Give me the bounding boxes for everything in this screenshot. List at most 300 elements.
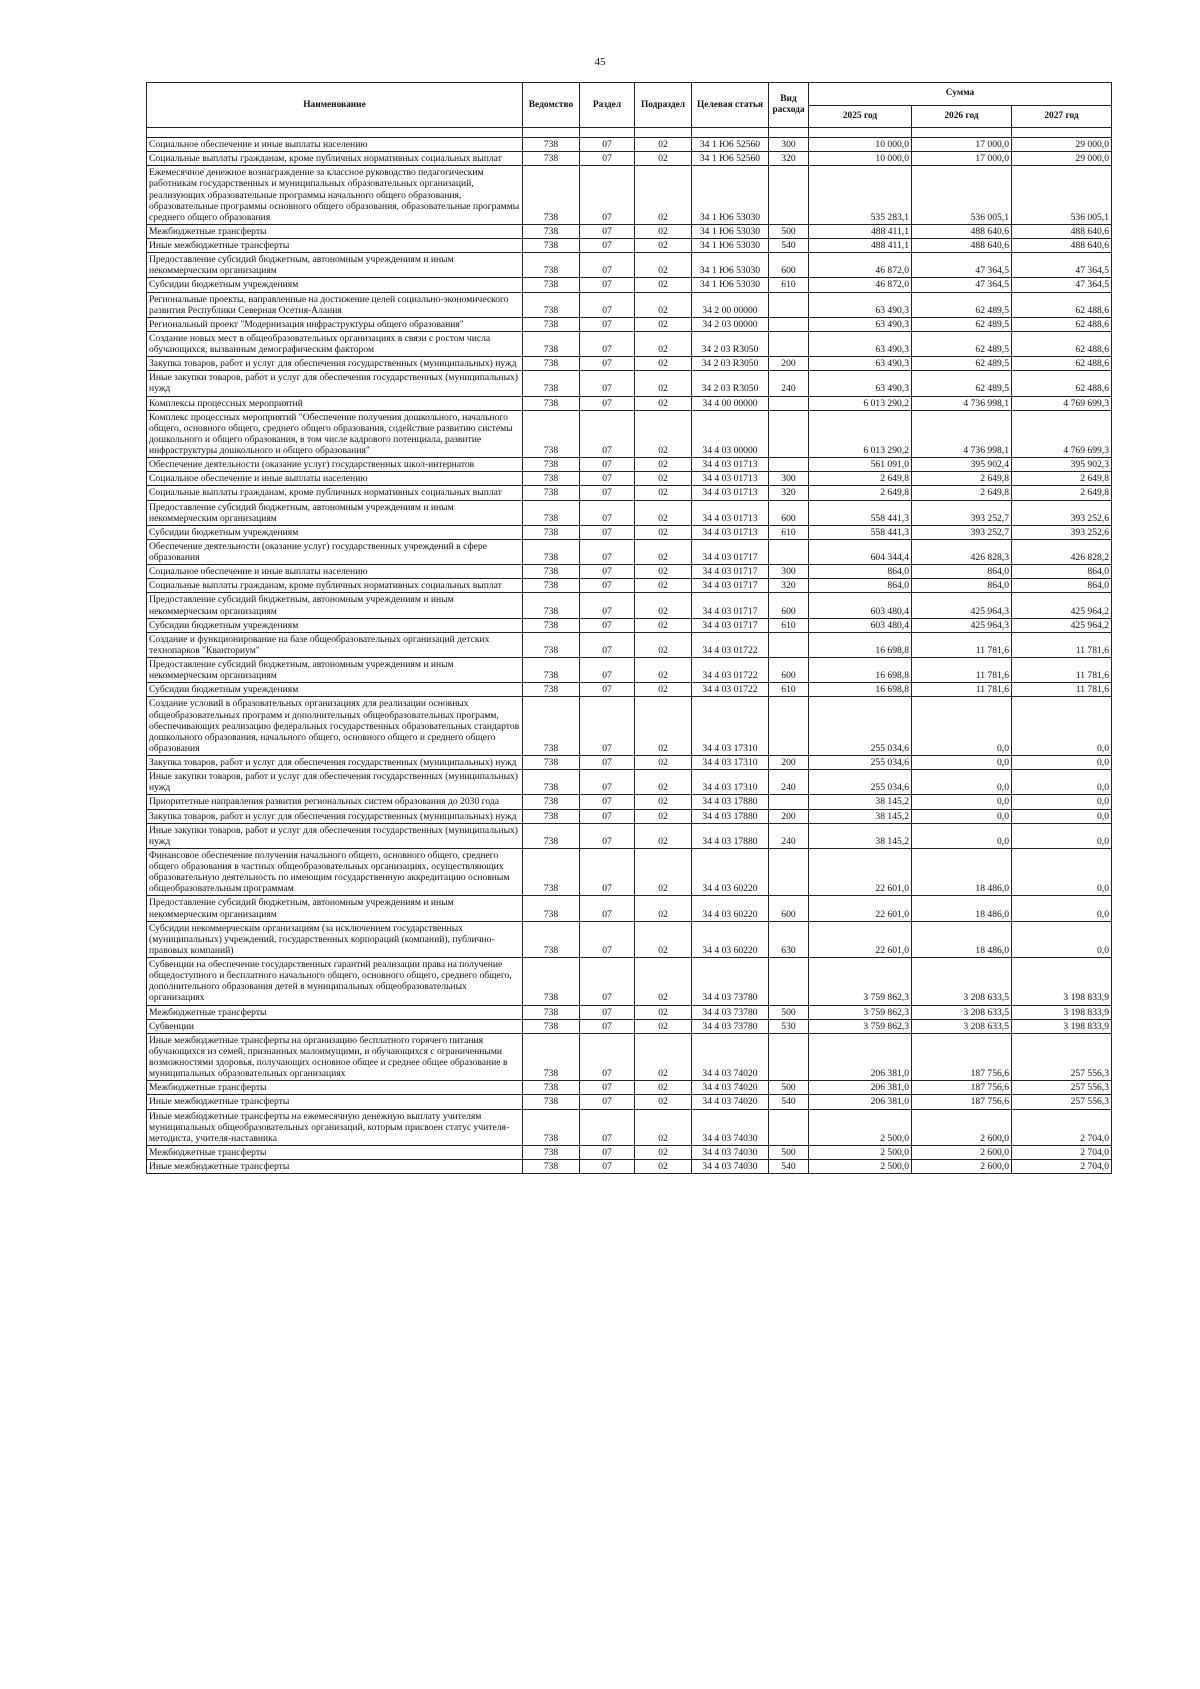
cell-subsection: 02 — [635, 371, 692, 396]
table-row — [147, 1160, 1112, 1174]
cell-name: Региональный проект "Модернизация инфраструктуры общего образования" — [147, 317, 523, 331]
cell-department: 738 — [523, 809, 580, 823]
cell-sum-2027: 393 252,6 — [1012, 525, 1112, 539]
cell-expense-type — [769, 166, 809, 225]
cell-sum-2026: 62 489,5 — [912, 317, 1012, 331]
cell-sum-2027: 864,0 — [1012, 565, 1112, 579]
cell-name: Предоставление субсидий бюджетным, автономным учреждениям и иным некоммерческим организациям — [147, 896, 523, 921]
cell-subsection: 02 — [635, 579, 692, 593]
cell-expense-type: 530 — [769, 1019, 809, 1033]
cell-sum-2027: 3 198 833,9 — [1012, 1005, 1112, 1019]
cell-name: Предоставление субсидий бюджетным, автономным учреждениям и иным некоммерческим организациям — [147, 658, 523, 683]
table-row — [147, 658, 1112, 683]
cell-section: 07 — [580, 1109, 635, 1145]
cell-department: 738 — [523, 848, 580, 896]
cell-department: 738 — [523, 1033, 580, 1081]
cell-sum-2025: 22 601,0 — [809, 921, 912, 957]
cell-section: 07 — [580, 756, 635, 770]
table-row — [147, 795, 1112, 809]
cell-subsection: 02 — [635, 292, 692, 317]
cell-expense-type: 200 — [769, 357, 809, 371]
cell-name: Иные межбюджетные трансферты на организацию бесплатного горячего питания обучающихся из семей, признанных малоимущими, и обучающихся с ограниченными возможностями здоровья, получающих основное общее и среднее общее образование в муниципальных образовательных организациях — [147, 1033, 523, 1081]
cell-sum-2026: 62 489,5 — [912, 292, 1012, 317]
cell-sum-2027: 47 364,5 — [1012, 253, 1112, 278]
header-section: Раздел — [580, 83, 635, 128]
cell-subsection: 02 — [635, 539, 692, 564]
cell-name: Обеспечение деятельности (оказание услуг) государственных учреждений в сфере образования — [147, 539, 523, 564]
cell-section: 07 — [580, 1033, 635, 1081]
cell-department: 738 — [523, 138, 580, 152]
cell-sum-2027: 864,0 — [1012, 579, 1112, 593]
table-row — [147, 486, 1112, 500]
table-row — [147, 278, 1112, 292]
table-row — [147, 317, 1112, 331]
cell-sum-2025: 63 490,3 — [809, 317, 912, 331]
cell-sum-2026: 47 364,5 — [912, 278, 1012, 292]
cell-target-article: 34 4 03 74020 — [692, 1081, 769, 1095]
cell-name: Иные межбюджетные трансферты — [147, 1095, 523, 1109]
cell-section: 07 — [580, 618, 635, 632]
cell-sum-2025: 38 145,2 — [809, 823, 912, 848]
cell-section: 07 — [580, 921, 635, 957]
cell-sum-2026: 488 640,6 — [912, 239, 1012, 253]
cell-expense-type: 630 — [769, 921, 809, 957]
cell-subsection: 02 — [635, 1109, 692, 1145]
table-row — [147, 809, 1112, 823]
cell-sum-2025: 603 480,4 — [809, 593, 912, 618]
cell-sum-2025: 255 034,6 — [809, 697, 912, 756]
cell-name: Иные межбюджетные трансферты — [147, 1160, 523, 1174]
cell-name: Субсидии бюджетным учреждениям — [147, 525, 523, 539]
cell-sum-2027: 0,0 — [1012, 823, 1112, 848]
cell-target-article: 34 4 03 73780 — [692, 958, 769, 1006]
cell-sum-2027: 393 252,6 — [1012, 500, 1112, 525]
cell-subsection: 02 — [635, 770, 692, 795]
cell-target-article: 34 4 03 74020 — [692, 1095, 769, 1109]
cell-sum-2025: 3 759 862,3 — [809, 958, 912, 1006]
cell-expense-type — [769, 539, 809, 564]
cell-name: Иные закупки товаров, работ и услуг для обеспечения государственных (муниципальных) нужд — [147, 770, 523, 795]
cell-target-article: 34 4 03 01713 — [692, 525, 769, 539]
cell-subsection: 02 — [635, 823, 692, 848]
cell-sum-2025: 604 344,4 — [809, 539, 912, 564]
cell-sum-2026: 4 736 998,1 — [912, 410, 1012, 458]
cell-expense-type: 600 — [769, 253, 809, 278]
cell-department: 738 — [523, 1005, 580, 1019]
cell-target-article: 34 4 03 74030 — [692, 1145, 769, 1159]
cell-section: 07 — [580, 317, 635, 331]
cell-name: Социальное обеспечение и иные выплаты населению — [147, 565, 523, 579]
cell-target-article: 34 4 03 01713 — [692, 472, 769, 486]
cell-sum-2027: 0,0 — [1012, 896, 1112, 921]
table-row — [147, 472, 1112, 486]
cell-subsection: 02 — [635, 152, 692, 166]
cell-sum-2026: 62 489,5 — [912, 357, 1012, 371]
cell-name: Комплекс процессных мероприятий "Обеспечение получения дошкольного, начального общего, основного общего, среднего общего образования, содействие развитию системы дошкольного и общего образования, в том числе кадрового потенциала, развитие инфраструктуры дошкольного и общего образования" — [147, 410, 523, 458]
cell-name: Создание новых мест в общеобразовательных организациях в связи с ростом числа обучающихся, вызванным демографическим фактором — [147, 331, 523, 356]
cell-section: 07 — [580, 357, 635, 371]
cell-section: 07 — [580, 795, 635, 809]
cell-sum-2026: 425 964,3 — [912, 593, 1012, 618]
cell-section: 07 — [580, 331, 635, 356]
cell-name: Межбюджетные трансферты — [147, 1081, 523, 1095]
cell-sum-2025: 206 381,0 — [809, 1081, 912, 1095]
cell-department: 738 — [523, 958, 580, 1006]
table-row — [147, 396, 1112, 410]
cell-sum-2026: 0,0 — [912, 823, 1012, 848]
cell-target-article: 34 4 03 73780 — [692, 1005, 769, 1019]
cell-department: 738 — [523, 224, 580, 238]
cell-sum-2025: 558 441,3 — [809, 525, 912, 539]
cell-expense-type: 240 — [769, 823, 809, 848]
cell-sum-2025: 488 411,1 — [809, 224, 912, 238]
cell-section: 07 — [580, 458, 635, 472]
cell-subsection: 02 — [635, 632, 692, 657]
cell-expense-type: 320 — [769, 579, 809, 593]
cell-subsection: 02 — [635, 224, 692, 238]
table-row — [147, 1109, 1112, 1145]
cell-sum-2026: 3 208 633,5 — [912, 958, 1012, 1006]
cell-expense-type: 600 — [769, 896, 809, 921]
cell-department: 738 — [523, 795, 580, 809]
cell-sum-2025: 3 759 862,3 — [809, 1019, 912, 1033]
cell-expense-type: 200 — [769, 756, 809, 770]
table-row — [147, 331, 1112, 356]
cell-expense-type — [769, 795, 809, 809]
cell-department: 738 — [523, 1145, 580, 1159]
cell-subsection: 02 — [635, 239, 692, 253]
cell-sum-2026: 0,0 — [912, 770, 1012, 795]
cell-section: 07 — [580, 472, 635, 486]
cell-target-article: 34 2 00 00000 — [692, 292, 769, 317]
cell-expense-type — [769, 410, 809, 458]
cell-subsection: 02 — [635, 317, 692, 331]
cell-sum-2026: 536 005,1 — [912, 166, 1012, 225]
table-row — [147, 756, 1112, 770]
cell-name: Субвенции — [147, 1019, 523, 1033]
cell-department: 738 — [523, 770, 580, 795]
cell-expense-type: 600 — [769, 658, 809, 683]
cell-sum-2027: 3 198 833,9 — [1012, 958, 1112, 1006]
cell-section: 07 — [580, 410, 635, 458]
cell-department: 738 — [523, 472, 580, 486]
cell-department: 738 — [523, 486, 580, 500]
cell-sum-2026: 2 649,8 — [912, 486, 1012, 500]
cell-target-article: 34 4 03 74020 — [692, 1033, 769, 1081]
cell-expense-type: 200 — [769, 809, 809, 823]
cell-target-article: 34 4 03 17880 — [692, 823, 769, 848]
cell-name: Приоритетные направления развития региональных систем образования до 2030 года — [147, 795, 523, 809]
cell-sum-2026: 0,0 — [912, 795, 1012, 809]
cell-sum-2026: 395 902,4 — [912, 458, 1012, 472]
cell-subsection: 02 — [635, 1019, 692, 1033]
cell-expense-type — [769, 848, 809, 896]
cell-target-article: 34 4 03 01713 — [692, 500, 769, 525]
cell-section: 07 — [580, 770, 635, 795]
cell-target-article: 34 4 03 17880 — [692, 795, 769, 809]
cell-sum-2027: 0,0 — [1012, 848, 1112, 896]
cell-department: 738 — [523, 618, 580, 632]
cell-subsection: 02 — [635, 848, 692, 896]
table-row — [147, 1145, 1112, 1159]
cell-department: 738 — [523, 1081, 580, 1095]
cell-subsection: 02 — [635, 1005, 692, 1019]
cell-subsection: 02 — [635, 472, 692, 486]
cell-sum-2026: 488 640,6 — [912, 224, 1012, 238]
cell-subsection: 02 — [635, 357, 692, 371]
cell-name: Предоставление субсидий бюджетным, автономным учреждениям и иным некоммерческим организациям — [147, 593, 523, 618]
cell-sum-2025: 2 649,8 — [809, 486, 912, 500]
cell-target-article: 34 4 03 01722 — [692, 632, 769, 657]
cell-name: Региональные проекты, направленные на достижение целей социально-экономического развития Республики Северная Осетия-Алания — [147, 292, 523, 317]
cell-sum-2027: 426 828,2 — [1012, 539, 1112, 564]
cell-sum-2025: 255 034,6 — [809, 756, 912, 770]
cell-target-article: 34 1 Ю6 52560 — [692, 138, 769, 152]
cell-expense-type: 600 — [769, 500, 809, 525]
cell-expense-type: 600 — [769, 593, 809, 618]
cell-sum-2026: 18 486,0 — [912, 848, 1012, 896]
cell-target-article: 34 4 03 74030 — [692, 1160, 769, 1174]
cell-section: 07 — [580, 166, 635, 225]
cell-subsection: 02 — [635, 525, 692, 539]
cell-department: 738 — [523, 396, 580, 410]
table-row — [147, 632, 1112, 657]
cell-name: Создание и функционирование на базе общеобразовательных организаций детских технопарков "Кванториум" — [147, 632, 523, 657]
cell-sum-2025: 10 000,0 — [809, 152, 912, 166]
header-year-2025: 2025 год — [809, 105, 912, 128]
table-row — [147, 410, 1112, 458]
cell-department: 738 — [523, 1160, 580, 1174]
cell-expense-type: 500 — [769, 1145, 809, 1159]
cell-expense-type — [769, 292, 809, 317]
header-sum: Сумма — [809, 83, 1112, 106]
cell-department: 738 — [523, 1019, 580, 1033]
cell-section: 07 — [580, 253, 635, 278]
cell-sum-2026: 2 600,0 — [912, 1145, 1012, 1159]
cell-sum-2026: 393 252,7 — [912, 525, 1012, 539]
cell-department: 738 — [523, 896, 580, 921]
table-row — [147, 683, 1112, 697]
cell-sum-2025: 10 000,0 — [809, 138, 912, 152]
cell-sum-2027: 4 769 699,3 — [1012, 410, 1112, 458]
cell-sum-2026: 47 364,5 — [912, 253, 1012, 278]
cell-sum-2026: 426 828,3 — [912, 539, 1012, 564]
cell-sum-2027: 62 488,6 — [1012, 317, 1112, 331]
cell-subsection: 02 — [635, 278, 692, 292]
cell-target-article: 34 4 03 01713 — [692, 458, 769, 472]
cell-target-article: 34 2 03 R3050 — [692, 371, 769, 396]
cell-department: 738 — [523, 371, 580, 396]
cell-target-article: 34 4 03 74030 — [692, 1109, 769, 1145]
table-row — [147, 239, 1112, 253]
cell-expense-type: 500 — [769, 1005, 809, 1019]
cell-sum-2027: 47 364,5 — [1012, 278, 1112, 292]
cell-target-article: 34 4 03 60220 — [692, 896, 769, 921]
cell-department: 738 — [523, 1095, 580, 1109]
cell-name: Создание условий в образовательных организациях для реализации основных общеобразовательных программ и дополнительных общеобразовательных программ, обеспечивающих реализацию федеральных государственных образовательных стандартов дошкольного образования, начального общего, основного общего и среднего общего образования — [147, 697, 523, 756]
cell-expense-type: 500 — [769, 224, 809, 238]
cell-sum-2026: 17 000,0 — [912, 138, 1012, 152]
cell-section: 07 — [580, 152, 635, 166]
cell-section: 07 — [580, 371, 635, 396]
cell-department: 738 — [523, 756, 580, 770]
cell-department: 738 — [523, 410, 580, 458]
cell-sum-2027: 0,0 — [1012, 756, 1112, 770]
cell-sum-2027: 257 556,3 — [1012, 1081, 1112, 1095]
cell-sum-2027: 0,0 — [1012, 795, 1112, 809]
cell-subsection: 02 — [635, 1095, 692, 1109]
cell-sum-2026: 0,0 — [912, 809, 1012, 823]
cell-section: 07 — [580, 292, 635, 317]
cell-department: 738 — [523, 683, 580, 697]
cell-target-article: 34 4 03 17880 — [692, 809, 769, 823]
cell-subsection: 02 — [635, 1160, 692, 1174]
table-row — [147, 1019, 1112, 1033]
cell-section: 07 — [580, 593, 635, 618]
cell-sum-2027: 62 488,6 — [1012, 292, 1112, 317]
cell-section: 07 — [580, 697, 635, 756]
cell-name: Социальные выплаты гражданам, кроме публичных нормативных социальных выплат — [147, 152, 523, 166]
cell-sum-2025: 16 698,8 — [809, 632, 912, 657]
cell-sum-2027: 425 964,2 — [1012, 618, 1112, 632]
cell-expense-type: 500 — [769, 1081, 809, 1095]
cell-sum-2026: 187 756,6 — [912, 1095, 1012, 1109]
cell-name: Межбюджетные трансферты — [147, 1145, 523, 1159]
table-row — [147, 697, 1112, 756]
cell-department: 738 — [523, 166, 580, 225]
table-row — [147, 565, 1112, 579]
cell-sum-2027: 2 704,0 — [1012, 1109, 1112, 1145]
cell-sum-2025: 63 490,3 — [809, 331, 912, 356]
cell-expense-type: 610 — [769, 525, 809, 539]
table-row — [147, 1005, 1112, 1019]
cell-section: 07 — [580, 396, 635, 410]
cell-sum-2025: 603 480,4 — [809, 618, 912, 632]
cell-name: Социальное обеспечение и иные выплаты населению — [147, 472, 523, 486]
cell-subsection: 02 — [635, 921, 692, 957]
cell-expense-type: 610 — [769, 618, 809, 632]
cell-target-article: 34 4 03 73780 — [692, 1019, 769, 1033]
cell-section: 07 — [580, 1019, 635, 1033]
cell-expense-type — [769, 1109, 809, 1145]
cell-section: 07 — [580, 1081, 635, 1095]
table-row — [147, 539, 1112, 564]
cell-sum-2027: 488 640,6 — [1012, 224, 1112, 238]
cell-section: 07 — [580, 632, 635, 657]
cell-section: 07 — [580, 525, 635, 539]
cell-sum-2025: 488 411,1 — [809, 239, 912, 253]
cell-sum-2026: 18 486,0 — [912, 921, 1012, 957]
cell-sum-2025: 38 145,2 — [809, 809, 912, 823]
cell-name: Иные межбюджетные трансферты на ежемесячную денежную выплату учителям муниципальных общеобразовательных организаций, которым присвоен статус учителя-методиста, учителя-наставника — [147, 1109, 523, 1145]
cell-section: 07 — [580, 579, 635, 593]
cell-sum-2025: 46 872,0 — [809, 253, 912, 278]
cell-name: Финансовое обеспечение получения начального общего, основного общего, среднего общего образования в частных общеобразовательных организациях, осуществляющих образовательную деятельность по имеющим государственную аккредитацию основным общеобразовательным программам — [147, 848, 523, 896]
table-row — [147, 823, 1112, 848]
cell-name: Социальное обеспечение и иные выплаты населению — [147, 138, 523, 152]
cell-section: 07 — [580, 500, 635, 525]
cell-section: 07 — [580, 823, 635, 848]
cell-section: 07 — [580, 896, 635, 921]
cell-name: Социальные выплаты гражданам, кроме публичных нормативных социальных выплат — [147, 486, 523, 500]
cell-subsection: 02 — [635, 896, 692, 921]
table-row — [147, 224, 1112, 238]
cell-expense-type: 300 — [769, 565, 809, 579]
cell-sum-2025: 6 013 290,2 — [809, 396, 912, 410]
table-row — [147, 152, 1112, 166]
cell-subsection: 02 — [635, 658, 692, 683]
cell-department: 738 — [523, 253, 580, 278]
cell-target-article: 34 2 03 R3050 — [692, 331, 769, 356]
cell-department: 738 — [523, 697, 580, 756]
cell-expense-type: 610 — [769, 278, 809, 292]
table-row — [147, 166, 1112, 225]
cell-target-article: 34 2 03 R3050 — [692, 357, 769, 371]
cell-sum-2027: 4 769 699,3 — [1012, 396, 1112, 410]
cell-target-article: 34 4 03 60220 — [692, 848, 769, 896]
cell-sum-2026: 62 489,5 — [912, 331, 1012, 356]
cell-name: Субсидии некоммерческим организациям (за исключением государственных (муниципальных) учреждений, государственных корпораций (компаний), публично-правовых компаний) — [147, 921, 523, 957]
cell-sum-2027: 0,0 — [1012, 770, 1112, 795]
cell-target-article: 34 4 00 00000 — [692, 396, 769, 410]
cell-section: 07 — [580, 239, 635, 253]
cell-subsection: 02 — [635, 697, 692, 756]
cell-expense-type: 540 — [769, 1095, 809, 1109]
cell-sum-2027: 257 556,3 — [1012, 1033, 1112, 1081]
cell-section: 07 — [580, 224, 635, 238]
cell-sum-2025: 63 490,3 — [809, 371, 912, 396]
cell-sum-2025: 63 490,3 — [809, 292, 912, 317]
cell-department: 738 — [523, 458, 580, 472]
cell-sum-2027: 29 000,0 — [1012, 138, 1112, 152]
header-expense-type: Вид расхода — [769, 83, 809, 128]
cell-department: 738 — [523, 632, 580, 657]
cell-sum-2025: 2 500,0 — [809, 1109, 912, 1145]
cell-section: 07 — [580, 809, 635, 823]
table-row — [147, 292, 1112, 317]
cell-target-article: 34 1 Ю6 53030 — [692, 239, 769, 253]
cell-department: 738 — [523, 539, 580, 564]
cell-section: 07 — [580, 1160, 635, 1174]
cell-sum-2026: 18 486,0 — [912, 896, 1012, 921]
cell-expense-type — [769, 958, 809, 1006]
cell-sum-2027: 29 000,0 — [1012, 152, 1112, 166]
cell-department: 738 — [523, 500, 580, 525]
table-row — [147, 1081, 1112, 1095]
cell-sum-2025: 535 283,1 — [809, 166, 912, 225]
cell-name: Социальные выплаты гражданам, кроме публичных нормативных социальных выплат — [147, 579, 523, 593]
cell-section: 07 — [580, 683, 635, 697]
cell-target-article: 34 1 Ю6 53030 — [692, 253, 769, 278]
cell-sum-2027: 11 781,6 — [1012, 632, 1112, 657]
cell-sum-2025: 206 381,0 — [809, 1095, 912, 1109]
cell-subsection: 02 — [635, 683, 692, 697]
cell-target-article: 34 4 03 17310 — [692, 756, 769, 770]
cell-name: Предоставление субсидий бюджетным, автономным учреждениям и иным некоммерческим организациям — [147, 500, 523, 525]
cell-sum-2027: 488 640,6 — [1012, 239, 1112, 253]
cell-section: 07 — [580, 1005, 635, 1019]
cell-sum-2025: 16 698,8 — [809, 658, 912, 683]
cell-target-article: 34 4 03 00000 — [692, 410, 769, 458]
cell-expense-type — [769, 632, 809, 657]
cell-sum-2027: 0,0 — [1012, 921, 1112, 957]
page-number: 45 — [594, 56, 606, 68]
cell-section: 07 — [580, 278, 635, 292]
cell-expense-type — [769, 317, 809, 331]
cell-target-article: 34 4 03 01717 — [692, 539, 769, 564]
cell-target-article: 34 4 03 17310 — [692, 697, 769, 756]
cell-target-article: 34 4 03 01722 — [692, 658, 769, 683]
